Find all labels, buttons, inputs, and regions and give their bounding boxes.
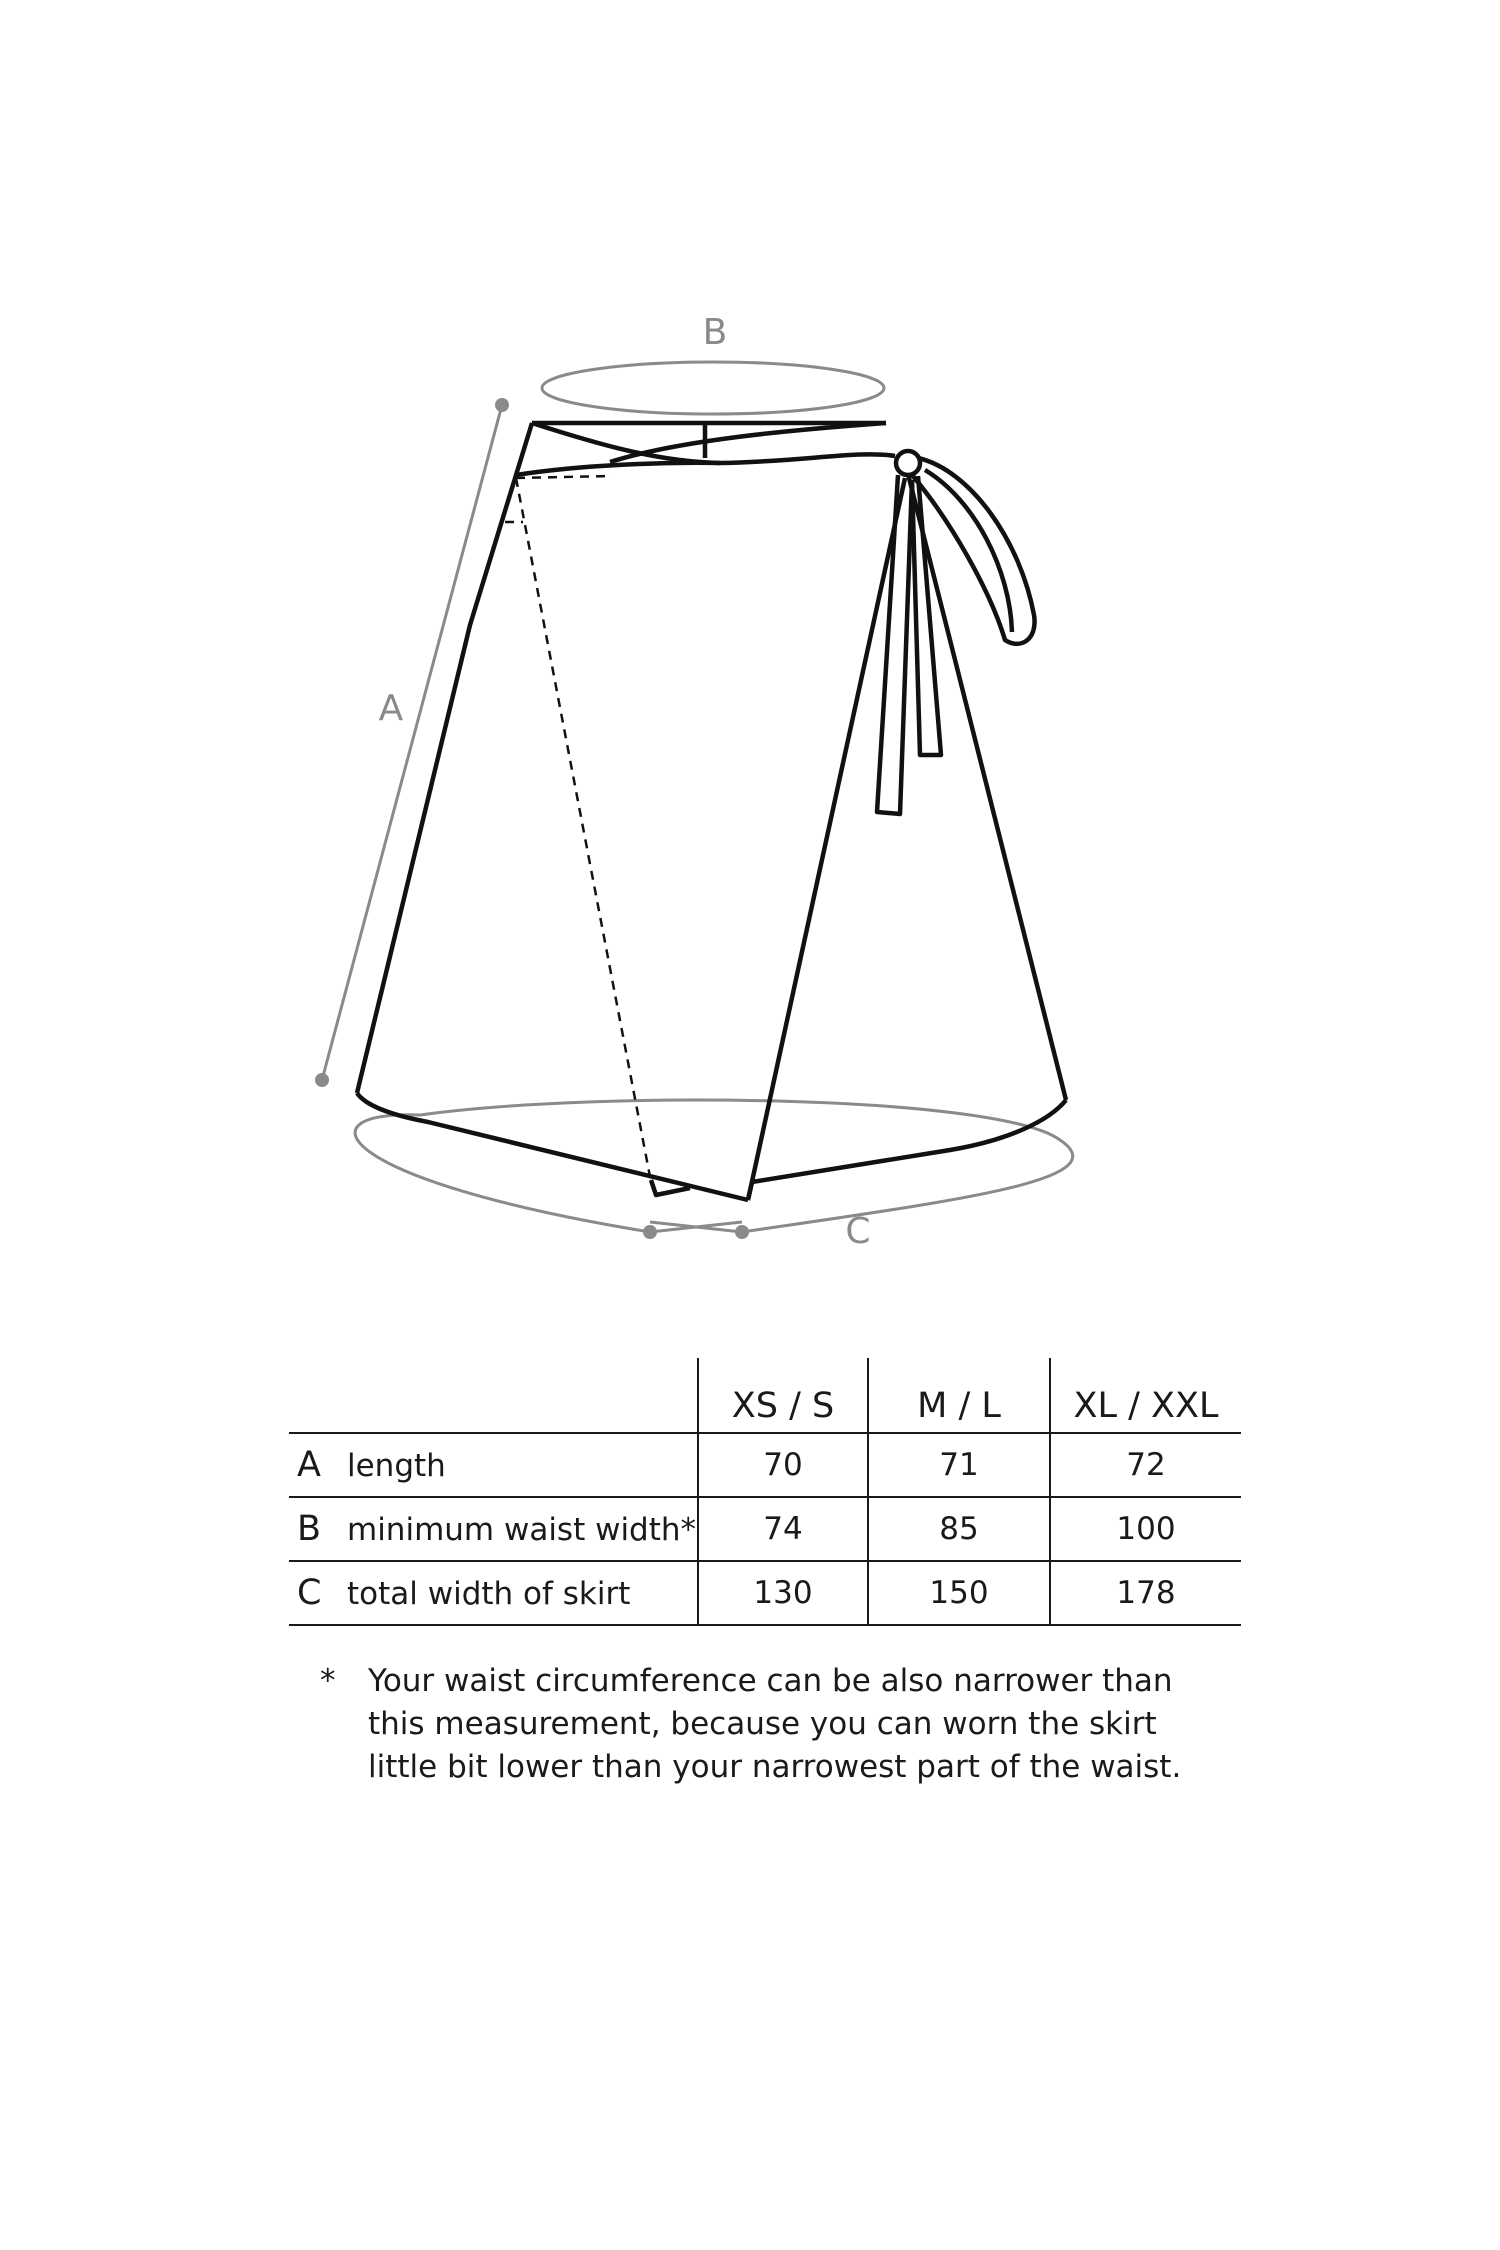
- underlap-dashed-line: [505, 476, 651, 1182]
- table-row: [289, 1561, 1241, 1625]
- size-header-m-l: M / L: [868, 1358, 1050, 1433]
- table-cell: 85: [868, 1497, 1050, 1561]
- header-empty-cell: [289, 1358, 698, 1433]
- table-cell: 74: [698, 1497, 868, 1561]
- table-cell: 71: [868, 1433, 1050, 1497]
- row-label: length: [347, 1448, 446, 1484]
- row-label: minimum waist width*: [347, 1512, 697, 1548]
- footnote-text: Your waist circumference can be also narrower than this measurement, because you can worn the skirt little bit lower than your narrowest part of the waist.: [368, 1663, 1182, 1785]
- measure-label-c: C: [845, 1211, 871, 1252]
- table-cell: 178: [1050, 1561, 1241, 1625]
- row-label-cell: [289, 1433, 698, 1497]
- footnote-asterisk: *: [320, 1663, 336, 1699]
- table-cell: 70: [698, 1433, 868, 1497]
- measure-label-b: B: [702, 312, 728, 353]
- table-cell: 130: [698, 1561, 868, 1625]
- a-end-marker-bottom: [315, 1073, 329, 1087]
- table-cell: 72: [1050, 1433, 1241, 1497]
- table-row: [289, 1433, 1241, 1497]
- row-letter: B: [297, 1509, 322, 1549]
- size-header-xl-xxl: XL / XXL: [1050, 1358, 1241, 1433]
- length-measure-a: [315, 398, 509, 1087]
- table-cell: 150: [868, 1561, 1050, 1625]
- size-header-row: [289, 1358, 1241, 1433]
- row-letter: C: [297, 1573, 322, 1613]
- row-label: total width of skirt: [347, 1576, 631, 1612]
- c-end-marker-right: [735, 1225, 749, 1239]
- c-end-marker-left: [643, 1225, 657, 1239]
- measure-label-a: A: [378, 688, 404, 729]
- size-chart-table: [289, 1358, 1241, 1626]
- row-label-cell: [289, 1561, 698, 1625]
- row-label-cell: [289, 1497, 698, 1561]
- table-cell: 100: [1050, 1497, 1241, 1561]
- size-header-xs-s: XS / S: [698, 1358, 868, 1433]
- row-letter: A: [297, 1445, 321, 1485]
- a-end-marker-top: [495, 398, 509, 412]
- waist-measure-b: [542, 362, 884, 414]
- table-row: [289, 1497, 1241, 1561]
- hem-measure-c: [355, 1100, 1073, 1239]
